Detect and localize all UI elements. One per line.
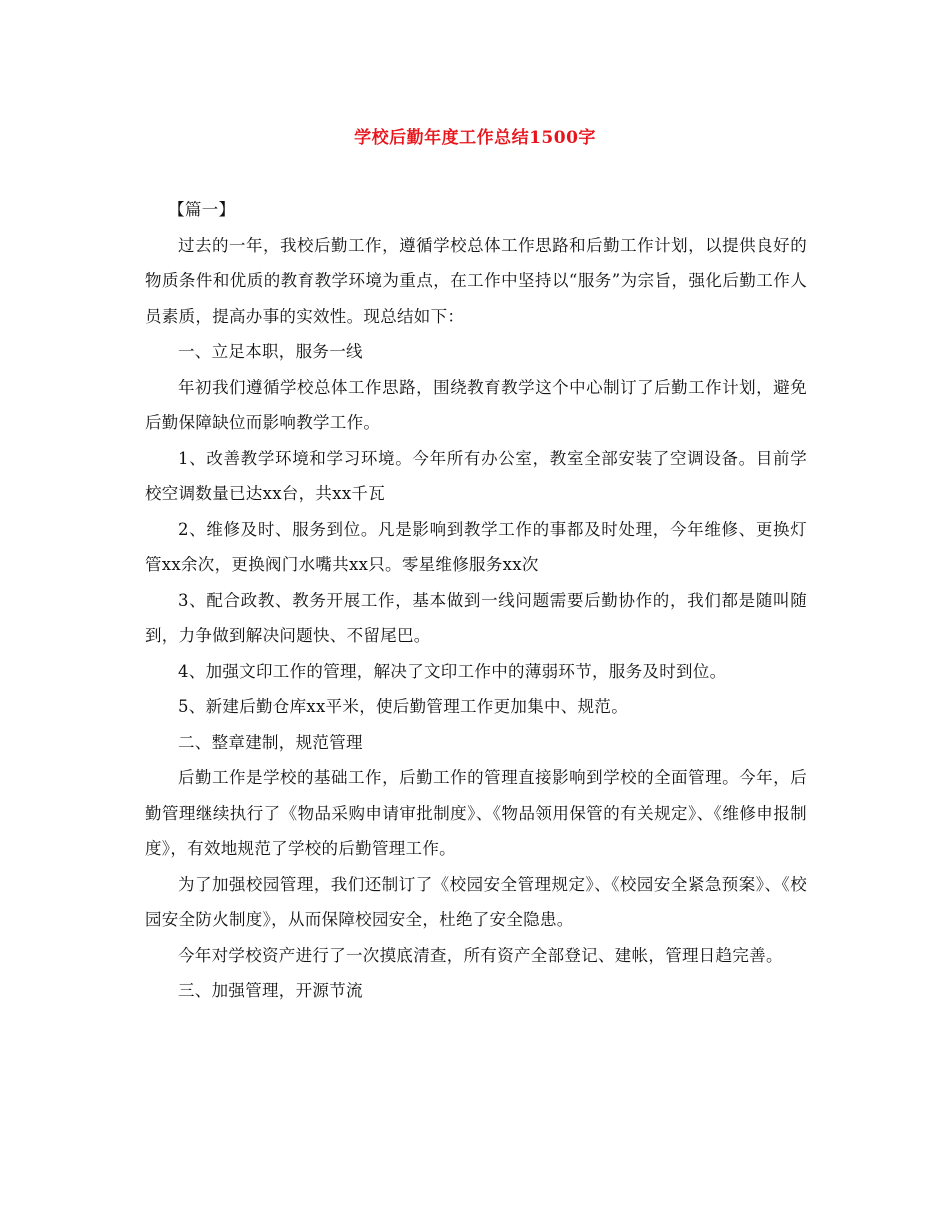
- list-item-5: 5、新建后勤仓库xx平米，使后勤管理工作更加集中、规范。: [178, 697, 629, 716]
- document-body: [145, 192, 807, 1009]
- section-marker: 【篇一】: [168, 200, 236, 219]
- list-item-3: 3、配合政教、教务开展工作，基本做到一线问题需要后勤协作的，我们都是随叫随到，力争做到解决问题快、不留尾巴。: [145, 590, 807, 645]
- list-item-2: 2、维修及时、服务到位。凡是影响到教学工作的事都及时处理，今年维修、更换灯管xx余次，更换阀门水嘴共xx只。零星维修服务xx次: [145, 519, 807, 574]
- heading-section-3: 三、加强管理，开源节流: [178, 981, 363, 1000]
- paragraph: 年初我们遵循学校总体工作思路，围绕教育教学这个中心制订了后勤工作计划，避免后勤保障缺位而影响教学工作。: [145, 377, 807, 432]
- heading-section-2: 二、整章建制，规范管理: [178, 732, 363, 752]
- paragraph-intro: 过去的一年，我校后勤工作，遵循学校总体工作思路和后勤工作计划，以提供良好的物质条件和优质的教育教学环境为重点，在工作中坚持以“服务”为宗旨，强化后勤工作人员素质，提高办事的实效性。现总结如下：: [145, 235, 807, 326]
- paragraph: 为了加强校园管理，我们还制订了《校园安全管理规定》、《校园安全紧急预案》、《校园安全防火制度》，从而保障校园安全，杜绝了安全隐患。: [145, 874, 807, 929]
- list-item-4: 4、加强文印工作的管理，解决了文印工作中的薄弱环节，服务及时到位。: [178, 661, 727, 681]
- heading-section-1: 一、立足本职，服务一线: [178, 342, 363, 361]
- document-title: 学校后勤年度工作总结1500字: [354, 128, 596, 148]
- list-item-1: 1、改善教学环境和学习环境。今年所有办公室，教室全部安装了空调设备。目前学校空调数量已达xx台，共xx千瓦: [145, 448, 807, 503]
- paragraph: 今年对学校资产进行了一次摸底清查，所有资产全部登记、建帐，管理日趋完善。: [178, 945, 783, 965]
- paragraph: 后勤工作是学校的基础工作，后勤工作的管理直接影响到学校的全面管理。今年，后勤管理继续执行了《物品采购申请审批制度》、《物品领用保管的有关规定》、《维修申报制度》，有效地规范了学校的后勤管理工作。: [145, 768, 807, 858]
